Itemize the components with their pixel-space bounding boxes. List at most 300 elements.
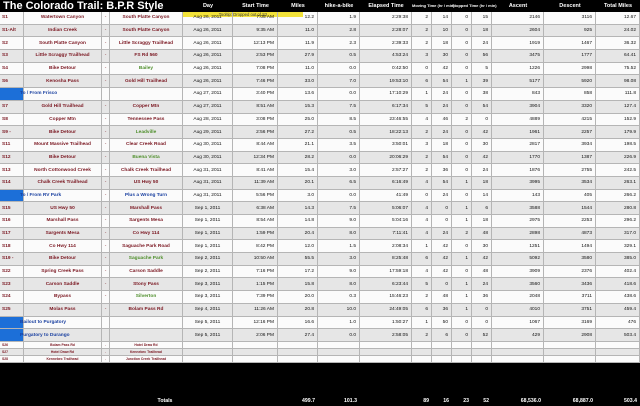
totals-stopped-min[interactable]: 52 <box>483 398 489 404</box>
cell-from[interactable]: Bailout to Purgatory <box>10 317 102 330</box>
cell-mm[interactable]: 18 <box>432 37 452 50</box>
cell-hab[interactable]: 7.5 <box>318 101 360 114</box>
cell-sh[interactable]: 1 <box>452 75 472 88</box>
cell-hab[interactable]: 3.0 <box>318 164 360 177</box>
cell-sm[interactable] <box>472 349 492 356</box>
cell-from[interactable]: Spring Creek Pass <box>24 266 102 279</box>
cell-mh[interactable]: 4 <box>412 215 432 228</box>
cell-elapsed[interactable]: 17:10:29 <box>360 88 412 101</box>
table-row[interactable] <box>0 12 640 25</box>
cell-tot[interactable] <box>596 356 640 363</box>
cell-sh[interactable]: 1 <box>452 177 472 190</box>
table-row[interactable] <box>0 63 640 76</box>
cell-elapsed[interactable]: 41:49 <box>360 190 412 203</box>
cell-asc[interactable]: 2975 <box>492 215 544 228</box>
table-row[interactable] <box>0 50 640 63</box>
cell-miles[interactable]: 11.0 <box>278 63 318 76</box>
cell-mm[interactable]: 42 <box>432 266 452 279</box>
cell-asc[interactable]: 1770 <box>492 152 544 165</box>
cell-hab[interactable]: 6.5 <box>318 177 360 190</box>
table-row[interactable] <box>0 114 640 127</box>
cell-to[interactable]: FS Rd 560 <box>110 50 183 63</box>
cell-elapsed[interactable]: 6:17:34 <box>360 101 412 114</box>
cell-desc[interactable]: 3436 <box>544 278 596 291</box>
table-row[interactable] <box>0 25 640 38</box>
cell-asc[interactable]: 1919 <box>492 37 544 50</box>
cell-sh[interactable]: 0 <box>452 240 472 253</box>
totals-miles[interactable]: 499.7 <box>302 398 315 404</box>
cell-asc[interactable]: 2817 <box>492 139 544 152</box>
cell-start[interactable] <box>233 342 278 349</box>
table-row[interactable] <box>0 101 640 114</box>
cell-sm[interactable]: 36 <box>472 291 492 304</box>
cell-miles[interactable]: 33.0 <box>278 75 318 88</box>
cell-asc[interactable]: 3475 <box>492 50 544 63</box>
cell-sh[interactable]: 1 <box>452 215 472 228</box>
totals-moving-hr[interactable]: 89 <box>423 398 429 404</box>
cell-sep[interactable]: - <box>102 139 110 152</box>
table-row[interactable] <box>0 291 640 304</box>
cell-sh[interactable]: 0 <box>452 12 472 25</box>
cell-mh[interactable]: 1 <box>412 317 432 330</box>
cell-tot[interactable]: 476 <box>596 317 640 330</box>
cell-miles[interactable]: 25.0 <box>278 114 318 127</box>
col-descent[interactable]: Descent <box>559 3 581 9</box>
cell-tot[interactable]: 242.5 <box>596 164 640 177</box>
cell-desc[interactable]: 1467 <box>544 37 596 50</box>
cell-sm[interactable]: 24 <box>472 37 492 50</box>
cell-sh[interactable]: 1 <box>452 202 472 215</box>
cell-miles[interactable]: 17.2 <box>278 266 318 279</box>
cell-desc[interactable]: 1387 <box>544 152 596 165</box>
cell-tot[interactable]: 179.9 <box>596 126 640 139</box>
cell-tot[interactable]: 36.32 <box>596 37 640 50</box>
cell-sh[interactable]: 0 <box>452 190 472 203</box>
cell-to[interactable]: Clear Creek Road <box>110 139 183 152</box>
cell-tot[interactable] <box>596 342 640 349</box>
cell-seg[interactable]: S4 <box>0 63 24 76</box>
cell-start[interactable]: 1:59 PM <box>233 228 278 241</box>
cell-hab[interactable]: 0.0 <box>318 88 360 101</box>
cell-elapsed[interactable]: 5:04:16 <box>360 215 412 228</box>
cell-sm[interactable]: 0 <box>472 114 492 127</box>
cell-seg[interactable]: S3 <box>0 50 24 63</box>
cell-elapsed[interactable]: 2:39:33 <box>360 37 412 50</box>
cell-sh[interactable]: 0 <box>452 101 472 114</box>
cell-start[interactable]: 2:56 PM <box>233 126 278 139</box>
cell-tot[interactable]: 226.9 <box>596 152 640 165</box>
cell-desc[interactable]: 2257 <box>544 126 596 139</box>
cell-mm[interactable]: 24 <box>432 101 452 114</box>
cell-hab[interactable]: 2.8 <box>318 25 360 38</box>
cell-start[interactable]: 8:51 AM <box>233 101 278 114</box>
cell-desc[interactable]: 3580 <box>544 253 596 266</box>
cell-day[interactable]: Sep 1, 2011 <box>183 240 233 253</box>
cell-start[interactable]: 3:08 PM <box>233 114 278 127</box>
cell-asc[interactable]: 1226 <box>492 63 544 76</box>
cell-miles[interactable] <box>278 349 318 356</box>
cell-sh[interactable]: 1 <box>452 253 472 266</box>
cell-seg[interactable]: S11 <box>0 139 24 152</box>
cell-mh[interactable]: 2 <box>412 126 432 139</box>
cell-elapsed[interactable]: 6:23:44 <box>360 278 412 291</box>
cell-mm[interactable]: 54 <box>432 152 452 165</box>
cell-mm[interactable]: 24 <box>432 126 452 139</box>
cell-asc[interactable]: 3560 <box>492 278 544 291</box>
col-start-time[interactable]: Start Time <box>242 3 269 9</box>
cell-start[interactable]: 7:16 PM <box>233 266 278 279</box>
cell-elapsed[interactable]: 2:57:27 <box>360 164 412 177</box>
cell-mh[interactable] <box>412 356 432 363</box>
cell-mh[interactable]: 2 <box>412 37 432 50</box>
cell-miles[interactable]: 55.5 <box>278 253 318 266</box>
cell-desc[interactable]: 1494 <box>544 240 596 253</box>
cell-mh[interactable]: 5 <box>412 278 432 291</box>
cell-miles[interactable]: 16.6 <box>278 317 318 330</box>
cell-seg[interactable]: S1-Alt <box>0 25 24 38</box>
cell-mh[interactable]: 0 <box>412 190 432 203</box>
cell-sh[interactable]: 0 <box>452 152 472 165</box>
cell-to[interactable]: Hotel Draw Rd <box>110 342 183 349</box>
cell-day[interactable]: Aug 26, 2011 <box>183 50 233 63</box>
cell-seg[interactable]: S14 <box>0 177 24 190</box>
cell-miles[interactable]: 15.4 <box>278 164 318 177</box>
cell-sep[interactable] <box>102 329 110 342</box>
cell-sm[interactable]: 24 <box>472 278 492 291</box>
table-row[interactable] <box>0 152 640 165</box>
cell-miles[interactable]: 27.2 <box>278 126 318 139</box>
cell-asc[interactable]: 2048 <box>492 291 544 304</box>
cell-hab[interactable]: 3.0 <box>318 253 360 266</box>
cell-sep[interactable]: - <box>102 50 110 63</box>
cell-day[interactable]: Sep 4, 2011 <box>183 304 233 317</box>
cell-tot[interactable]: 152.9 <box>596 114 640 127</box>
cell-asc[interactable] <box>492 349 544 356</box>
cell-to[interactable]: Marshall Pass <box>110 202 183 215</box>
cell-elapsed[interactable]: 7:11:41 <box>360 228 412 241</box>
cell-tot[interactable]: 296.2 <box>596 215 640 228</box>
cell-tot[interactable]: 263.1 <box>596 177 640 190</box>
cell-start[interactable]: 6:38 AM <box>233 202 278 215</box>
cell-hab[interactable] <box>318 349 360 356</box>
cell-hab[interactable]: 0.5 <box>318 126 360 139</box>
cell-sep[interactable]: - <box>102 37 110 50</box>
table-row[interactable] <box>0 228 640 241</box>
cell-seg[interactable]: S8 <box>0 114 24 127</box>
cell-desc[interactable] <box>544 356 596 363</box>
cell-mm[interactable] <box>432 356 452 363</box>
cell-sep[interactable]: - <box>102 101 110 114</box>
cell-mm[interactable]: 30 <box>432 50 452 63</box>
cell-from[interactable]: Purgatory to Durango <box>10 329 102 342</box>
cell-sep[interactable]: - <box>102 240 110 253</box>
cell-hab[interactable]: 0.0 <box>318 329 360 342</box>
cell-to[interactable]: Saguache Park <box>110 253 183 266</box>
cell-sh[interactable]: 0 <box>452 25 472 38</box>
cell-mm[interactable]: 24 <box>432 228 452 241</box>
cell-day[interactable]: Sep 1, 2011 <box>183 228 233 241</box>
cell-seg[interactable]: S19 - <box>0 253 24 266</box>
cell-start[interactable]: 1:15 PM <box>233 278 278 291</box>
cell-from[interactable]: Little Scraggy Trailhead <box>24 50 102 63</box>
cell-desc[interactable]: 3169 <box>544 317 596 330</box>
cell-sm[interactable]: 56 <box>472 50 492 63</box>
cell-day[interactable] <box>183 356 233 363</box>
cell-sm[interactable]: 42 <box>472 253 492 266</box>
cell-start[interactable]: 8:44 AM <box>233 139 278 152</box>
col-stopped-time[interactable]: Stopped Time (hr / min) <box>452 3 497 8</box>
cell-seg[interactable]: S1 <box>0 12 24 25</box>
col-total-miles[interactable]: Total Miles <box>603 3 632 9</box>
cell-mm[interactable]: 42 <box>432 253 452 266</box>
cell-from[interactable]: Marshall Pass <box>24 215 102 228</box>
cell-mh[interactable]: 3 <box>412 50 432 63</box>
cell-seg[interactable]: S28 <box>0 356 24 363</box>
cell-miles[interactable]: 12.2 <box>278 12 318 25</box>
cell-from[interactable]: South Platte Canyon <box>24 37 102 50</box>
cell-start[interactable]: 7:39 PM <box>233 291 278 304</box>
cell-from[interactable]: Bike Detour <box>24 152 102 165</box>
cell-sep[interactable]: - <box>102 349 110 356</box>
cell-hab[interactable] <box>318 356 360 363</box>
cell-to[interactable]: Saguache Park Road <box>110 240 183 253</box>
cell-day[interactable]: Sep 2, 2011 <box>183 266 233 279</box>
table-row[interactable] <box>0 240 640 253</box>
cell-day[interactable]: Aug 26, 2011 <box>183 75 233 88</box>
cell-sm[interactable]: 18 <box>472 215 492 228</box>
cell-tot[interactable]: 75.52 <box>596 63 640 76</box>
cell-mh[interactable]: 6 <box>412 253 432 266</box>
cell-miles[interactable]: 20.0 <box>278 291 318 304</box>
cell-mh[interactable]: 2 <box>412 25 432 38</box>
cell-sep[interactable] <box>102 317 110 330</box>
cell-sh[interactable]: 0 <box>452 50 472 63</box>
cell-elapsed[interactable] <box>360 356 412 363</box>
col-hike-a-bike[interactable]: hike-a-bike <box>324 3 354 9</box>
cell-day[interactable]: Aug 26, 2011 <box>183 25 233 38</box>
cell-from[interactable]: Mount Massive Trailhead <box>24 139 102 152</box>
cell-day[interactable] <box>183 349 233 356</box>
cell-sep[interactable]: - <box>102 356 110 363</box>
cell-seg[interactable]: S17 <box>0 228 24 241</box>
cell-sep[interactable]: - <box>102 291 110 304</box>
cell-day[interactable]: Aug 30, 2011 <box>183 152 233 165</box>
cell-sep[interactable]: - <box>102 177 110 190</box>
cell-elapsed[interactable]: 2:58:05 <box>360 329 412 342</box>
cell-asc[interactable]: 5092 <box>492 253 544 266</box>
cell-mm[interactable]: 0 <box>432 215 452 228</box>
cell-mm[interactable]: 10 <box>432 25 452 38</box>
cell-sm[interactable]: 48 <box>472 266 492 279</box>
cell-sep[interactable]: - <box>102 12 110 25</box>
cell-elapsed[interactable]: 0:42:50 <box>360 63 412 76</box>
totals-total-miles[interactable]: 503.4 <box>624 398 637 404</box>
cell-elapsed[interactable] <box>360 342 412 349</box>
cell-seg[interactable]: S22 <box>0 266 24 279</box>
cell-sep[interactable]: - <box>102 190 110 203</box>
cell-tot[interactable]: 12.67 <box>596 12 640 25</box>
cell-asc[interactable]: 1251 <box>492 240 544 253</box>
cell-hab[interactable]: 10.0 <box>318 304 360 317</box>
cell-sm[interactable]: 38 <box>472 88 492 101</box>
cell-to[interactable]: Plus a Wrong Turn <box>110 190 183 203</box>
cell-sm[interactable] <box>472 356 492 363</box>
cell-start[interactable]: 12:13 PM <box>233 37 278 50</box>
cell-seg[interactable]: S7 <box>0 101 24 114</box>
cell-mh[interactable]: 1 <box>412 88 432 101</box>
cell-mm[interactable]: 18 <box>432 139 452 152</box>
cell-elapsed[interactable]: 24:49:05 <box>360 304 412 317</box>
cell-from[interactable]: Hotel Draw Rd <box>24 349 102 356</box>
cell-seg[interactable]: S25 <box>0 304 24 317</box>
cell-from[interactable]: US Hwy 50 <box>24 202 102 215</box>
cell-miles[interactable]: 15.3 <box>278 101 318 114</box>
table-row[interactable] <box>0 202 640 215</box>
cell-seg[interactable]: S9 - <box>0 126 24 139</box>
totals-ascent[interactable]: 68,536.0 <box>520 398 541 404</box>
cell-day[interactable]: Sep 5, 2011 <box>183 329 233 342</box>
cell-hab[interactable]: 9.0 <box>318 215 360 228</box>
cell-hab[interactable]: 0.0 <box>318 152 360 165</box>
cell-to[interactable]: Bolam Pass Rd <box>110 304 183 317</box>
cell-sm[interactable]: 54 <box>472 101 492 114</box>
cell-to[interactable] <box>110 317 183 330</box>
cell-start[interactable]: 8:54 AM <box>233 215 278 228</box>
table-row[interactable] <box>0 88 640 101</box>
table-row[interactable] <box>0 304 640 317</box>
cell-mm[interactable]: 36 <box>432 164 452 177</box>
cell-mm[interactable]: 54 <box>432 177 452 190</box>
cell-miles[interactable] <box>278 342 318 349</box>
cell-sh[interactable]: 0 <box>452 317 472 330</box>
col-moving-time[interactable]: Moving Time (hr / min) <box>412 3 455 8</box>
cell-day[interactable]: Aug 26, 2011 <box>183 37 233 50</box>
cell-miles[interactable]: 20.1 <box>278 177 318 190</box>
cell-mm[interactable]: 42 <box>432 63 452 76</box>
cell-to[interactable]: Stony Pass <box>110 278 183 291</box>
cell-day[interactable]: Sep 3, 2011 <box>183 278 233 291</box>
cell-start[interactable]: 9:35 AM <box>233 25 278 38</box>
cell-start[interactable] <box>233 356 278 363</box>
cell-from[interactable]: Bike Detour <box>24 126 102 139</box>
cell-asc[interactable]: 3909 <box>492 266 544 279</box>
cell-from[interactable]: Carson Saddle <box>24 278 102 291</box>
cell-sm[interactable]: 39 <box>472 75 492 88</box>
cell-day[interactable] <box>183 342 233 349</box>
cell-sh[interactable] <box>452 356 472 363</box>
cell-day[interactable]: Aug 30, 2011 <box>183 139 233 152</box>
cell-from[interactable]: North Cottonwood Creek <box>24 164 102 177</box>
cell-tot[interactable]: 317.0 <box>596 228 640 241</box>
cell-sm[interactable]: 18 <box>472 177 492 190</box>
cell-start[interactable]: 12:16 PM <box>233 317 278 330</box>
totals-hike-a-bike[interactable]: 101.3 <box>344 398 357 404</box>
cell-tot[interactable]: 127.4 <box>596 101 640 114</box>
cell-mm[interactable]: 42 <box>432 240 452 253</box>
cell-from[interactable]: Sargents Mesa <box>24 228 102 241</box>
cell-desc[interactable]: 925 <box>544 25 596 38</box>
cell-sh[interactable]: 1 <box>452 291 472 304</box>
cell-mh[interactable] <box>412 342 432 349</box>
cell-mm[interactable] <box>432 349 452 356</box>
cell-hab[interactable]: 3.5 <box>318 139 360 152</box>
cell-to[interactable]: Kennebec Trailhead <box>110 349 183 356</box>
cell-sh[interactable]: 1 <box>452 278 472 291</box>
cell-miles[interactable]: 12.0 <box>278 240 318 253</box>
cell-hab[interactable]: 1.9 <box>318 12 360 25</box>
cell-elapsed[interactable]: 2:08:34 <box>360 240 412 253</box>
cell-desc[interactable]: 405 <box>544 190 596 203</box>
cell-miles[interactable]: 11.0 <box>278 25 318 38</box>
cell-sm[interactable]: 14 <box>472 190 492 203</box>
cell-to[interactable]: Copper Mtn <box>110 101 183 114</box>
cell-seg[interactable]: S24 <box>0 291 24 304</box>
cell-tot[interactable]: 280.8 <box>596 202 640 215</box>
cell-asc[interactable]: 1067 <box>492 317 544 330</box>
cell-hab[interactable] <box>318 342 360 349</box>
cell-desc[interactable]: 3534 <box>544 177 596 190</box>
cell-asc[interactable]: 3904 <box>492 101 544 114</box>
cell-sep[interactable]: - <box>102 152 110 165</box>
cell-mh[interactable]: 0 <box>412 63 432 76</box>
cell-sm[interactable]: 0 <box>472 317 492 330</box>
cell-hab[interactable]: 7.5 <box>318 202 360 215</box>
cell-elapsed[interactable]: 15:46:23 <box>360 291 412 304</box>
cell-start[interactable]: 2:53 PM <box>233 50 278 63</box>
cell-desc[interactable]: 3711 <box>544 291 596 304</box>
cell-mh[interactable]: 4 <box>412 266 432 279</box>
cell-asc[interactable]: 1876 <box>492 164 544 177</box>
cell-tot[interactable]: 198.5 <box>596 139 640 152</box>
cell-miles[interactable]: 20.8 <box>278 304 318 317</box>
cell-mh[interactable]: 5 <box>412 101 432 114</box>
cell-start[interactable]: 7:05 AM <box>233 12 278 25</box>
cell-sep[interactable]: - <box>102 215 110 228</box>
cell-mm[interactable]: 54 <box>432 75 452 88</box>
cell-desc[interactable] <box>544 349 596 356</box>
cell-sh[interactable] <box>452 349 472 356</box>
cell-desc[interactable] <box>544 342 596 349</box>
cell-mh[interactable]: 4 <box>412 202 432 215</box>
cell-from[interactable]: Bypass <box>24 291 102 304</box>
cell-sep[interactable]: - <box>102 253 110 266</box>
cell-sep[interactable]: - <box>102 63 110 76</box>
cell-sep[interactable]: - <box>102 278 110 291</box>
cell-mh[interactable]: 6 <box>412 75 432 88</box>
col-day[interactable]: Day <box>202 3 214 9</box>
table-row[interactable] <box>0 215 640 228</box>
cell-sm[interactable]: 24 <box>472 164 492 177</box>
cell-seg[interactable]: S6 <box>0 75 24 88</box>
cell-day[interactable]: Sep 3, 2011 <box>183 291 233 304</box>
cell-from[interactable]: Gold Hill Trailhead <box>24 101 102 114</box>
cell-mm[interactable]: 24 <box>432 190 452 203</box>
cell-tot[interactable]: 98.08 <box>596 75 640 88</box>
cell-mh[interactable]: 4 <box>412 114 432 127</box>
cell-hab[interactable]: 0.0 <box>318 63 360 76</box>
cell-desc[interactable]: 3934 <box>544 139 596 152</box>
cell-mh[interactable]: 4 <box>412 177 432 190</box>
cell-to[interactable]: Chalk Creek Trailhead <box>110 164 183 177</box>
cell-tot[interactable]: 385.0 <box>596 253 640 266</box>
cell-sm[interactable]: 6 <box>472 202 492 215</box>
cell-to[interactable] <box>110 329 183 342</box>
cell-hab[interactable]: 0.5 <box>318 50 360 63</box>
cell-asc[interactable]: 2898 <box>492 228 544 241</box>
cell-to[interactable]: Little Scraggy Trailhead <box>110 37 183 50</box>
cell-start[interactable]: 8:41 AM <box>233 164 278 177</box>
cell-from[interactable]: Co Hwy 114 <box>24 240 102 253</box>
